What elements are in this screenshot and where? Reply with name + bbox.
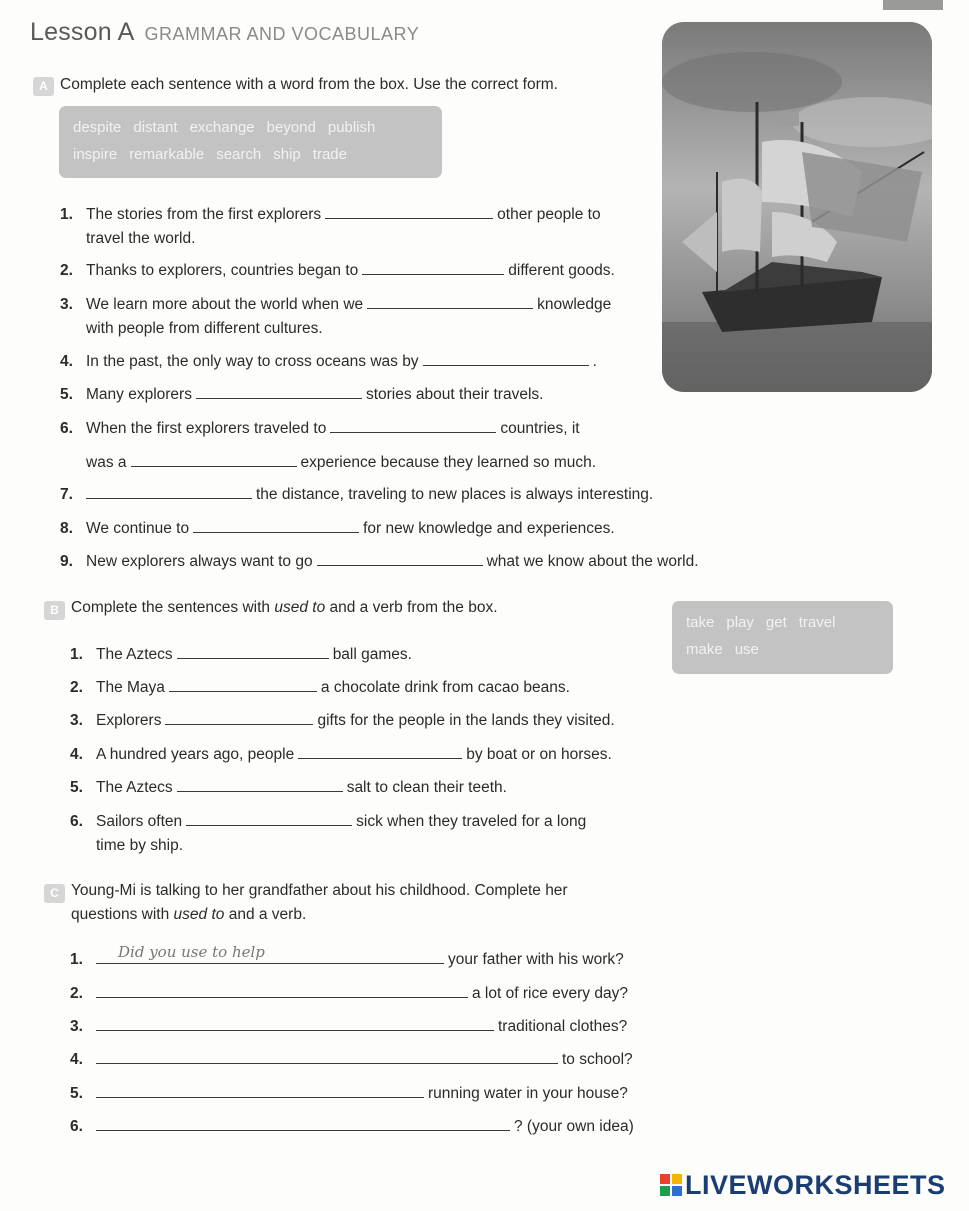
- word-box-item: ship: [273, 146, 301, 163]
- answer-blank[interactable]: [96, 1116, 510, 1131]
- item-number: 5.: [70, 779, 83, 796]
- section-b-instruction: [71, 599, 498, 617]
- item-number: 5.: [60, 386, 73, 403]
- item-number: 3.: [60, 296, 73, 313]
- example-answer: Did you use to help: [118, 943, 265, 961]
- word-box-item: inspire: [73, 146, 118, 163]
- item-number: 6.: [60, 420, 73, 437]
- word-box-item: play: [726, 614, 754, 631]
- item-text: other people to: [497, 206, 601, 223]
- section-b-word-box: [672, 601, 893, 674]
- item-text: by boat or on horses.: [466, 746, 612, 763]
- lesson-subtitle: GRAMMAR AND VOCABULARY: [144, 24, 420, 44]
- word-box-item: publish: [327, 119, 376, 136]
- item-text: Explorers: [96, 712, 162, 729]
- section-c-item: [70, 982, 628, 1006]
- item-number: 6.: [70, 813, 83, 830]
- answer-blank[interactable]: [193, 518, 359, 533]
- section-c-item: [70, 1115, 634, 1139]
- instruction-text: and a verb.: [224, 906, 307, 923]
- word-box-item: get: [765, 614, 787, 631]
- answer-blank[interactable]: [86, 484, 252, 499]
- item-text: When the first explorers traveled to: [86, 420, 327, 437]
- answer-blank[interactable]: [330, 418, 496, 433]
- word-box-item: remarkable: [129, 146, 205, 163]
- answer-blank[interactable]: [423, 351, 589, 366]
- item-number: 3.: [70, 712, 83, 729]
- item-text: a lot of rice every day?: [472, 985, 628, 1002]
- item-number: 1.: [60, 206, 73, 223]
- item-text: The Aztecs: [96, 779, 173, 796]
- answer-blank[interactable]: [96, 1049, 558, 1064]
- word-box-item: travel: [798, 614, 836, 631]
- instruction-emphasis: used to: [173, 906, 225, 923]
- item-text: Sailors often: [96, 813, 183, 830]
- section-c-item: [70, 1082, 628, 1106]
- section-c-item: [70, 1048, 633, 1072]
- section-a-item: [60, 259, 615, 283]
- section-c-item: [70, 1015, 627, 1039]
- item-number: 7.: [60, 486, 73, 503]
- instruction-text: Complete the sentences with: [71, 599, 275, 616]
- item-text: The Maya: [96, 679, 165, 696]
- word-box-item: use: [734, 641, 759, 658]
- section-a-item: [60, 293, 611, 317]
- item-text: .: [592, 353, 597, 370]
- word-box-item: despite: [73, 119, 122, 136]
- item-text: ball games.: [332, 646, 412, 663]
- sailing-ship-photo: [662, 22, 932, 392]
- section-a-item: [60, 550, 699, 574]
- word-box-item: take: [686, 614, 715, 631]
- section-b-item: [70, 709, 615, 733]
- lesson-label: Lesson A: [30, 18, 135, 46]
- item-text: The Aztecs: [96, 646, 173, 663]
- word-box-item: distant: [133, 119, 178, 136]
- item-text: a chocolate drink from cacao beans.: [320, 679, 570, 696]
- answer-blank[interactable]: [96, 983, 468, 998]
- section-a-item-continuation: [86, 451, 596, 475]
- item-text: ? (your own idea): [514, 1118, 634, 1135]
- instruction-text: and a verb from the box.: [325, 599, 498, 616]
- item-number: 4.: [60, 353, 73, 370]
- section-a-item: [60, 350, 597, 374]
- item-number: 8.: [60, 520, 73, 537]
- word-box-item: make: [686, 641, 723, 658]
- item-number: 5.: [70, 1085, 83, 1102]
- answer-blank[interactable]: [196, 384, 362, 399]
- section-b-item-continuation: time by ship.: [96, 837, 184, 854]
- item-text: gifts for the people in the lands they visited.: [317, 712, 615, 729]
- instruction-emphasis: used to: [274, 599, 326, 616]
- item-text: your father with his work?: [448, 951, 624, 968]
- answer-blank[interactable]: [165, 710, 313, 725]
- section-b-item: [70, 776, 507, 800]
- item-number: 3.: [70, 1018, 83, 1035]
- section-a-item-continuation: with people from different cultures.: [86, 320, 323, 337]
- lesson-title: [30, 18, 419, 47]
- section-a-word-box: [59, 106, 442, 178]
- item-text: countries, it: [500, 420, 580, 437]
- item-text: to school?: [562, 1051, 633, 1068]
- section-a-instruction: Complete each sentence with a word from the box. Use the correct form.: [60, 76, 558, 93]
- word-box-item: trade: [312, 146, 347, 163]
- section-b-item: [70, 643, 412, 667]
- answer-blank[interactable]: [169, 677, 317, 692]
- item-text: Thanks to explorers, countries began to: [86, 262, 359, 279]
- item-text: We continue to: [86, 520, 190, 537]
- item-text: The stories from the first explorers: [86, 206, 322, 223]
- section-a-item: [60, 517, 615, 541]
- section-b-item: [70, 743, 612, 767]
- answer-blank[interactable]: [317, 551, 483, 566]
- answer-blank[interactable]: [131, 452, 297, 467]
- corner-tab: [883, 0, 943, 10]
- item-text: was a: [86, 454, 127, 471]
- item-number: 9.: [60, 553, 73, 570]
- item-number: 6.: [70, 1118, 83, 1135]
- section-c-item: [70, 948, 624, 972]
- answer-blank[interactable]: [177, 644, 329, 659]
- answer-blank[interactable]: [96, 1016, 494, 1031]
- item-text: experience because they learned so much.: [300, 454, 597, 471]
- item-number: 2.: [60, 262, 73, 279]
- answer-blank[interactable]: [367, 294, 533, 309]
- liveworksheets-logo[interactable]: [660, 1170, 946, 1201]
- item-text: We learn more about the world when we: [86, 296, 364, 313]
- logo-squares-icon: [660, 1174, 682, 1196]
- item-number: 1.: [70, 951, 83, 968]
- section-b-item: [70, 810, 586, 834]
- item-text: Many explorers: [86, 386, 192, 403]
- item-text: sick when they traveled for a long: [356, 813, 587, 830]
- item-text: for new knowledge and experiences.: [363, 520, 615, 537]
- instruction-text: questions with: [71, 906, 174, 923]
- section-a-item: [60, 383, 543, 407]
- answer-blank[interactable]: [362, 260, 504, 275]
- item-text: running water in your house?: [428, 1085, 628, 1102]
- item-text: A hundred years ago, people: [96, 746, 295, 763]
- section-a-badge: A: [33, 77, 54, 96]
- item-number: 2.: [70, 679, 83, 696]
- item-text: stories about their travels.: [365, 386, 544, 403]
- word-box-item: exchange: [189, 119, 255, 136]
- section-c-instruction-line1: Young-Mi is talking to her grandfather about his childhood. Complete her: [71, 882, 568, 899]
- item-text: New explorers always want to go: [86, 553, 313, 570]
- word-box-item: beyond: [266, 119, 316, 136]
- item-number: 4.: [70, 1051, 83, 1068]
- item-text: the distance, traveling to new places is always interesting.: [256, 486, 654, 503]
- item-text: knowledge: [537, 296, 612, 313]
- section-b-badge: B: [44, 601, 65, 620]
- section-c-instruction-line2: [71, 906, 306, 924]
- section-a-item: [60, 417, 580, 441]
- answer-blank[interactable]: [186, 811, 352, 826]
- logo-text: LIVEWORKSHEETS: [685, 1170, 946, 1200]
- item-text: what we know about the world.: [486, 553, 699, 570]
- item-number: 1.: [70, 646, 83, 663]
- answer-blank[interactable]: [96, 1083, 424, 1098]
- section-b-item: [70, 676, 570, 700]
- section-c-badge: C: [44, 884, 65, 903]
- ship-illustration: [662, 22, 932, 392]
- item-text: salt to clean their teeth.: [346, 779, 507, 796]
- section-a-item: [60, 203, 601, 227]
- item-text: In the past, the only way to cross oceans was by: [86, 353, 419, 370]
- answer-blank[interactable]: [177, 777, 343, 792]
- item-number: 4.: [70, 746, 83, 763]
- item-text: different goods.: [508, 262, 615, 279]
- item-number: 2.: [70, 985, 83, 1002]
- answer-blank[interactable]: [96, 949, 444, 964]
- section-a-item: [60, 483, 653, 507]
- section-a-item-continuation: travel the world.: [86, 230, 196, 247]
- word-box-item: search: [216, 146, 262, 163]
- item-text: traditional clothes?: [498, 1018, 628, 1035]
- answer-blank[interactable]: [298, 744, 462, 759]
- answer-blank[interactable]: [325, 204, 493, 219]
